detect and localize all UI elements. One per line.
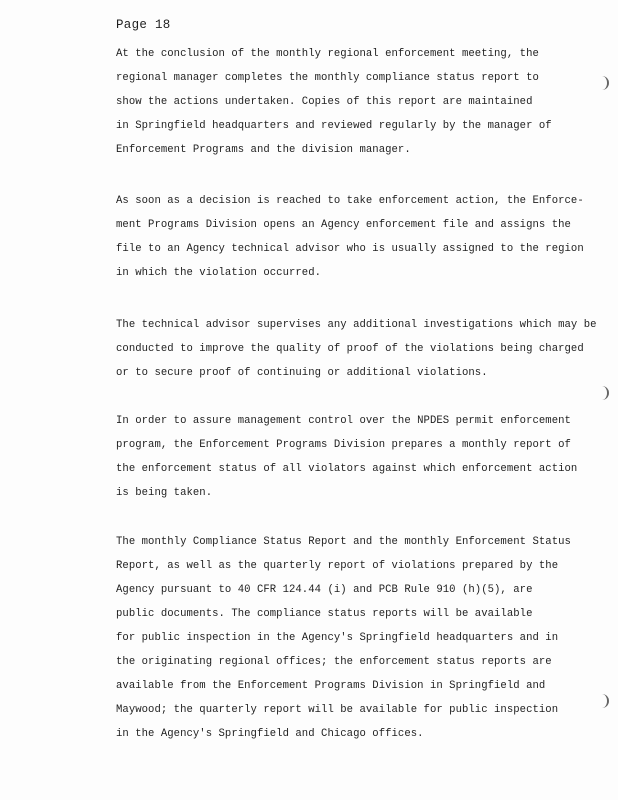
text-line: in the Agency's Springfield and Chicago offices. xyxy=(116,728,424,740)
text-line: show the actions undertaken. Copies of this report are maintained xyxy=(116,96,533,108)
text-line: Maywood; the quarterly report will be available for public inspection xyxy=(116,704,559,716)
text-line: for public inspection in the Agency's Springfield headquarters and in xyxy=(116,632,559,644)
text-line: Report, as well as the quarterly report of violations prepared by the xyxy=(116,560,559,572)
text-line: the originating regional offices; the enforcement status reports are xyxy=(116,656,552,668)
paragraph-technical-advisor xyxy=(116,313,597,385)
paragraph-management-control xyxy=(116,409,578,505)
text-line: The technical advisor supervises any additional investigations which may be xyxy=(116,319,597,331)
text-line: file to an Agency technical advisor who is usually assigned to the region xyxy=(116,243,584,255)
text-line: in which the violation occurred. xyxy=(116,267,322,279)
punch-hole-mark-middle xyxy=(597,386,609,400)
text-line: the enforcement status of all violators against which enforcement action xyxy=(116,463,578,475)
page-number: Page 18 xyxy=(116,18,171,32)
punch-hole-mark-bottom xyxy=(597,694,609,708)
text-line: The monthly Compliance Status Report and the monthly Enforcement Status xyxy=(116,536,571,548)
paragraph-enforcement-file xyxy=(116,189,584,285)
text-line: is being taken. xyxy=(116,487,213,499)
text-line: or to secure proof of continuing or additional violations. xyxy=(116,367,488,379)
text-line: available from the Enforcement Programs Division in Springfield and xyxy=(116,680,546,692)
text-line: public documents. The compliance status reports will be available xyxy=(116,608,533,620)
paragraph-public-documents xyxy=(116,530,578,746)
text-line: In order to assure management control over the NPDES permit enforcement xyxy=(116,415,571,427)
text-line: regional manager completes the monthly compliance status report to xyxy=(116,72,539,84)
text-line: Enforcement Programs and the division manager. xyxy=(116,144,411,156)
text-line: in Springfield headquarters and reviewed regularly by the manager of xyxy=(116,120,552,132)
paragraph-regional-meeting xyxy=(116,42,578,162)
text-line: As soon as a decision is reached to take enforcement action, the Enforce- xyxy=(116,195,584,207)
text-line: conducted to improve the quality of proof of the violations being charged xyxy=(116,343,584,355)
text-line: Agency pursuant to 40 CFR 124.44 (i) and PCB Rule 910 (h)(5), are xyxy=(116,584,533,596)
text-line: ment Programs Division opens an Agency enforcement file and assigns the xyxy=(116,219,571,231)
punch-hole-mark-top xyxy=(597,76,609,90)
text-line: program, the Enforcement Programs Division prepares a monthly report of xyxy=(116,439,571,451)
text-line: At the conclusion of the monthly regional enforcement meeting, the xyxy=(116,48,539,60)
